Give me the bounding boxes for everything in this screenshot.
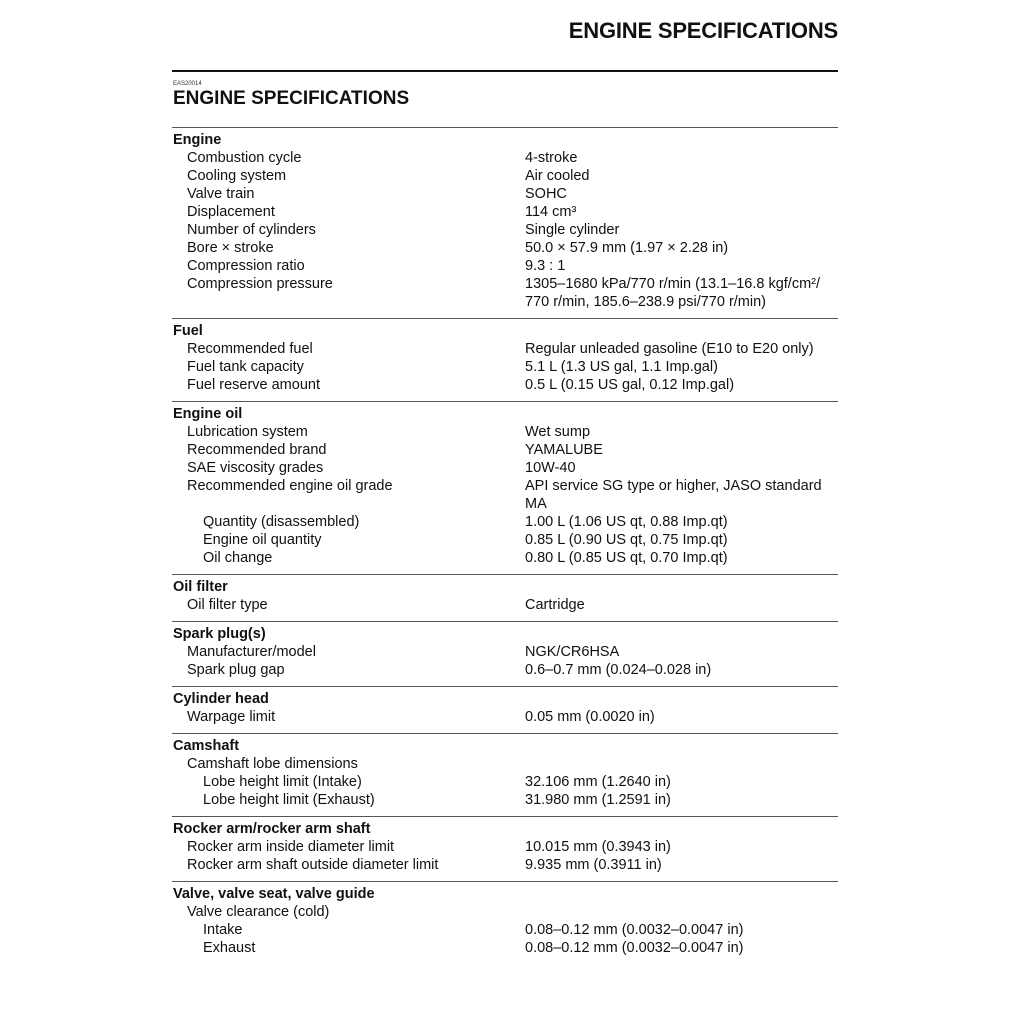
spec-label: Oil filter type <box>187 597 268 613</box>
spec-row <box>172 708 838 726</box>
spec-section-heading: Fuel <box>173 323 203 339</box>
spec-row <box>172 275 838 311</box>
spec-label: Fuel tank capacity <box>187 359 304 375</box>
spec-label: Manufacturer/model <box>187 644 316 660</box>
spec-value <box>525 755 838 773</box>
header-divider <box>172 70 838 72</box>
page-header-title: ENGINE SPECIFICATIONS <box>568 18 838 43</box>
spec-label: Engine oil quantity <box>203 532 322 548</box>
spec-row <box>172 149 838 167</box>
spec-row <box>172 903 838 921</box>
document-code: EAS20014 <box>173 81 202 87</box>
spec-label: Spark plug gap <box>187 662 285 678</box>
spec-value: 0.05 mm (0.0020 in) <box>525 709 655 725</box>
spec-label: Combustion cycle <box>187 150 302 166</box>
spec-section <box>172 733 838 809</box>
spec-label: Bore × stroke <box>187 240 274 256</box>
spec-value: 0.08–0.12 mm (0.0032–0.0047 in) <box>525 940 744 956</box>
spec-label: SAE viscosity grades <box>187 460 324 476</box>
spec-row <box>172 661 838 679</box>
spec-row <box>172 167 838 185</box>
spec-value: YAMALUBE <box>525 442 603 458</box>
spec-row <box>172 423 838 441</box>
spec-label: Displacement <box>187 204 275 220</box>
spec-label: Fuel reserve amount <box>187 377 320 393</box>
spec-value: 1.00 L (1.06 US qt, 0.88 Imp.qt) <box>525 514 728 530</box>
spec-label: Warpage limit <box>187 709 276 725</box>
spec-value: 10.015 mm (0.3943 in) <box>525 839 671 855</box>
spec-value: 9.935 mm (0.3911 in) <box>525 857 662 873</box>
spec-label: Exhaust <box>203 940 256 956</box>
spec-section-heading: Valve, valve seat, valve guide <box>173 886 375 902</box>
spec-value: 0.80 L (0.85 US qt, 0.70 Imp.qt) <box>525 550 728 566</box>
spec-section-heading: Engine oil <box>173 406 243 422</box>
spec-value: 31.980 mm (1.2591 in) <box>525 792 671 808</box>
spec-label: Lobe height limit (Intake) <box>203 774 362 790</box>
spec-row <box>172 939 838 957</box>
spec-value: 32.106 mm (1.2640 in) <box>525 774 671 790</box>
spec-value: SOHC <box>525 186 567 202</box>
spec-label: Quantity (disassembled) <box>203 514 360 530</box>
spec-label: Recommended brand <box>187 442 327 458</box>
spec-section <box>172 816 838 874</box>
spec-section <box>172 574 838 614</box>
spec-label: Compression pressure <box>187 276 333 292</box>
spec-row <box>172 340 838 358</box>
spec-section <box>172 881 838 957</box>
spec-row <box>172 459 838 477</box>
spec-value: Wet sump <box>525 424 591 440</box>
spec-row <box>172 791 838 809</box>
spec-row <box>172 856 838 874</box>
spec-label: Recommended fuel <box>187 341 313 357</box>
spec-section-heading: Rocker arm/rocker arm shaft <box>173 821 371 837</box>
spec-row <box>172 221 838 239</box>
spec-value: NGK/CR6HSA <box>525 644 620 660</box>
spec-value: 0.85 L (0.90 US qt, 0.75 Imp.qt) <box>525 532 728 548</box>
spec-value: 4-stroke <box>525 150 578 166</box>
spec-row <box>172 257 838 275</box>
spec-row <box>172 838 838 856</box>
spec-row <box>172 596 838 614</box>
spec-section <box>172 621 838 679</box>
section-title: ENGINE SPECIFICATIONS <box>173 88 410 109</box>
spec-label: Rocker arm shaft outside diameter limit <box>187 857 439 873</box>
spec-label: Intake <box>203 922 243 938</box>
spec-row <box>172 239 838 257</box>
spec-section-heading: Cylinder head <box>173 691 269 707</box>
spec-value: 10W-40 <box>525 460 576 476</box>
spec-value: 0.08–0.12 mm (0.0032–0.0047 in) <box>525 922 744 938</box>
spec-value: Regular unleaded gasoline (E10 to E20 only) <box>525 341 814 357</box>
spec-label: Lubrication system <box>187 424 308 440</box>
spec-label: Camshaft lobe dimensions <box>187 756 358 772</box>
spec-label: Valve clearance (cold) <box>187 904 330 920</box>
spec-section <box>172 127 838 311</box>
spec-value: 9.3 : 1 <box>525 258 566 274</box>
spec-row <box>172 755 838 773</box>
spec-row <box>172 441 838 459</box>
spec-value: Cartridge <box>525 597 585 613</box>
spec-row <box>172 203 838 221</box>
spec-section <box>172 318 838 394</box>
spec-label: Rocker arm inside diameter limit <box>187 839 395 855</box>
spec-section <box>172 686 838 726</box>
spec-value: 50.0 × 57.9 mm (1.97 × 2.28 in) <box>525 240 729 256</box>
spec-row <box>172 643 838 661</box>
spec-row <box>172 358 838 376</box>
spec-value: 5.1 L (1.3 US gal, 1.1 Imp.gal) <box>525 359 718 375</box>
spec-section-heading: Oil filter <box>173 579 228 595</box>
spec-label: Oil change <box>203 550 273 566</box>
spec-row <box>172 921 838 939</box>
spec-row <box>172 531 838 549</box>
spec-label: Number of cylinders <box>187 222 316 238</box>
spec-row <box>172 477 838 513</box>
spec-row <box>172 376 838 394</box>
spec-label: Recommended engine oil grade <box>187 478 393 494</box>
spec-value: 114 cm³ <box>525 204 577 220</box>
spec-value: 0.5 L (0.15 US gal, 0.12 Imp.gal) <box>525 377 735 393</box>
spec-label: Compression ratio <box>187 258 305 274</box>
spec-table <box>172 127 838 957</box>
spec-value <box>525 903 838 921</box>
spec-row <box>172 773 838 791</box>
spec-section-heading: Spark plug(s) <box>173 626 266 642</box>
spec-value: 0.6–0.7 mm (0.024–0.028 in) <box>525 662 712 678</box>
spec-section <box>172 401 838 567</box>
spec-row <box>172 549 838 567</box>
spec-value: Air cooled <box>525 168 590 184</box>
spec-value: API service SG type or higher, JASO standard MA <box>525 478 822 512</box>
spec-row <box>172 513 838 531</box>
spec-value: 1305–1680 kPa/770 r/min (13.1–16.8 kgf/cm²/ 770 r/min, 185.6–238.9 psi/770 r/min) <box>525 276 821 310</box>
spec-section-heading: Camshaft <box>173 738 240 754</box>
spec-value: Single cylinder <box>525 222 620 238</box>
spec-label: Lobe height limit (Exhaust) <box>203 792 375 808</box>
spec-section-heading: Engine <box>173 132 222 148</box>
spec-row <box>172 185 838 203</box>
spec-label: Valve train <box>187 186 255 202</box>
spec-label: Cooling system <box>187 168 287 184</box>
